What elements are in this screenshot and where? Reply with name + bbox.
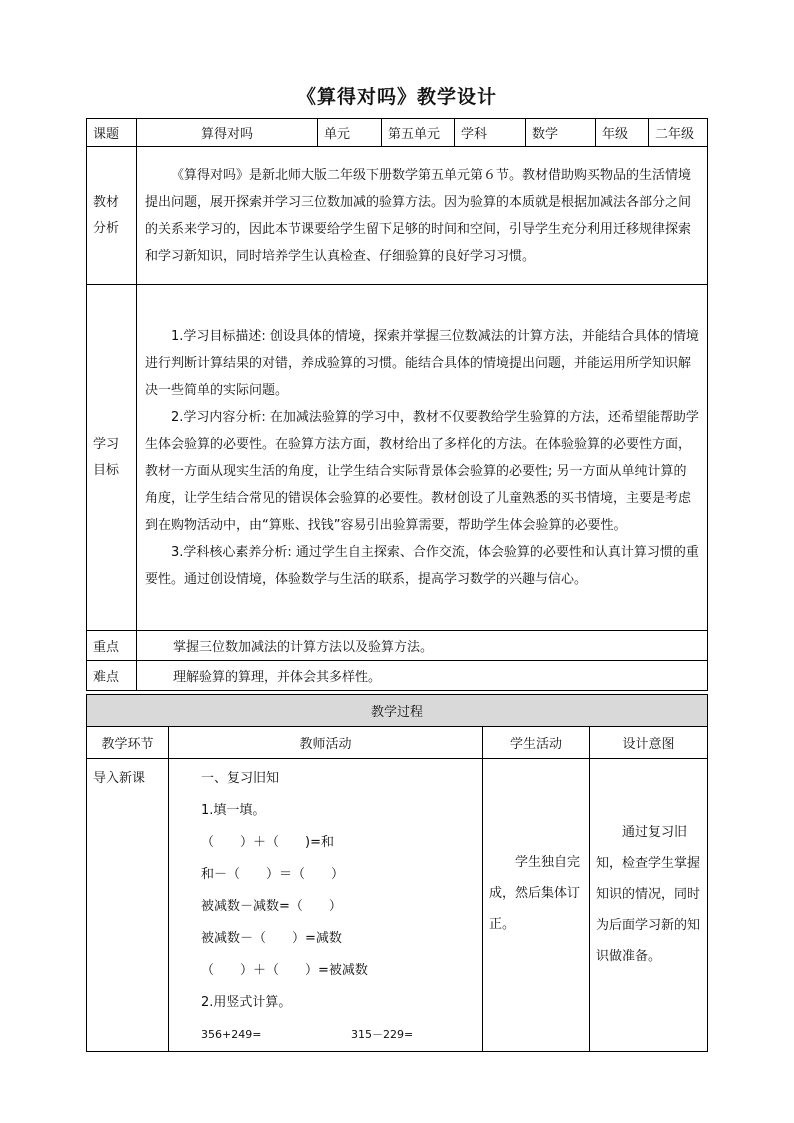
subject-value: 数学 bbox=[526, 119, 596, 147]
analysis-row bbox=[87, 147, 708, 285]
objective-paragraph-3: 3.学科核心素养分析: 通过学生自主探索、合作交流，体会验算的必要性和认真计算习惯的重要性。通过创设情境，体验数学与生活的联系，提高学习数学的兴趣与信心。 bbox=[145, 544, 699, 587]
page-title: 《算得对吗》教学设计 bbox=[296, 86, 497, 108]
analysis-label bbox=[87, 147, 137, 285]
analysis-text: 《算得对吗》是新北师大版二年级下册数学第五单元第６节。教材借助购买物品的生活情境提出问题，展开探索并学习三位数加减的验算方法。因为验算的本质就是根据加减法各部分之间的关系来学习的，因此本节课要给学生留下足够的时间和空间，引导学生充分利用迁移规律探索和学习新知识，同时培养学生认真检查、仔细验算的良好学习习惯。 bbox=[145, 167, 692, 264]
process-table bbox=[86, 694, 708, 1052]
objectives-cell bbox=[137, 285, 708, 631]
difficulty-label: 难点 bbox=[87, 661, 137, 691]
teacher-line-6: 被减数－（ ）=减数 bbox=[201, 931, 342, 946]
objective-paragraph-1: 1.学习目标描述: 创设具体的情境，探索并掌握三位数减法的计算方法，并能结合具体的情境进行判断计算结果的对错，养成验算的习惯。能结合具体的情境提出问题，并能运用所学知识解决一些简单的实际问题。 bbox=[145, 328, 699, 398]
info-row bbox=[87, 119, 708, 147]
lesson-label: 课题 bbox=[87, 119, 137, 147]
objectives-label-1: 学习 bbox=[93, 436, 120, 452]
objectives-text bbox=[137, 323, 707, 593]
grade-label: 年级 bbox=[596, 119, 649, 147]
grade-value: 二年级 bbox=[649, 119, 708, 147]
key-point-row bbox=[87, 631, 708, 661]
key-point-label: 重点 bbox=[87, 631, 137, 661]
col-stage: 教学环节 bbox=[87, 727, 169, 759]
objectives-label-2: 目标 bbox=[93, 462, 120, 478]
calc-line bbox=[201, 1019, 482, 1051]
intent-cell bbox=[590, 759, 708, 1052]
process-header: 教学过程 bbox=[87, 695, 708, 727]
calc-2: 315－229= bbox=[351, 1028, 414, 1041]
difficulty-text: 理解验算的算理，并体会其多样性。 bbox=[137, 661, 708, 691]
objective-paragraph-2: 2.学习内容分析: 在加减法验算的学习中，教材不仅要教给学生验算的方法，还希望能帮助学生体会验算的必要性。在验算方法方面，教材给出了多样化的方法。在体验验算的必要性方面，教材一方面从现实生活的角度，让学生结合实际背景体会验算的必要性; 另一方面从单纯计算的角度，让学生结合常见的错误体会验算的必要性。教材创设了儿童熟悉的买书情境，主要是考虑到在购物活动中，由“算账、找钱”容易引出验算需要，帮助学生体会验算的必要性。 bbox=[145, 409, 699, 533]
analysis-cell bbox=[137, 147, 708, 285]
teacher-line-7: （ ）＋（ ）=被减数 bbox=[201, 963, 368, 978]
col-student: 学生活动 bbox=[483, 727, 590, 759]
calc-1: 356+249= bbox=[201, 1028, 262, 1041]
teacher-line-2: 1.填一填。 bbox=[201, 803, 266, 818]
student-text: 学生独自完成，然后集体订正。 bbox=[489, 855, 581, 932]
analysis-label-2: 分析 bbox=[93, 220, 120, 236]
key-point-text: 掌握三位数加减法的计算方法以及验算方法。 bbox=[137, 631, 708, 661]
teacher-line-1: 一、复习旧知 bbox=[201, 771, 280, 786]
intro-row bbox=[87, 759, 708, 1052]
teacher-line-8: 2.用竖式计算。 bbox=[201, 995, 292, 1010]
info-table bbox=[86, 118, 708, 691]
teacher-line-4: 和－（ ）＝（ ） bbox=[201, 867, 345, 882]
teacher-line-3: （ ）＋（ )=和 bbox=[201, 835, 334, 850]
teacher-line-5: 被减数－减数=（ ） bbox=[201, 899, 342, 914]
process-header-row bbox=[87, 695, 708, 727]
teacher-cell bbox=[169, 759, 483, 1052]
objectives-row bbox=[87, 285, 708, 631]
stage-cell: 导入新课 bbox=[87, 759, 169, 1052]
subject-label: 学科 bbox=[455, 119, 526, 147]
col-teacher: 教师活动 bbox=[169, 727, 483, 759]
intent-text: 通过复习旧知，检查学生掌握知识的情况，同时为后面学习新的知识做准备。 bbox=[596, 825, 701, 964]
process-columns-row bbox=[87, 727, 708, 759]
unit-value: 第五单元 bbox=[382, 119, 455, 147]
difficulty-row bbox=[87, 661, 708, 691]
lesson-value: 算得对吗 bbox=[137, 119, 318, 147]
objectives-label bbox=[87, 285, 137, 631]
analysis-label-1: 教材 bbox=[93, 194, 120, 210]
col-intent: 设计意图 bbox=[590, 727, 708, 759]
student-cell bbox=[483, 759, 590, 1052]
unit-label: 单元 bbox=[318, 119, 382, 147]
